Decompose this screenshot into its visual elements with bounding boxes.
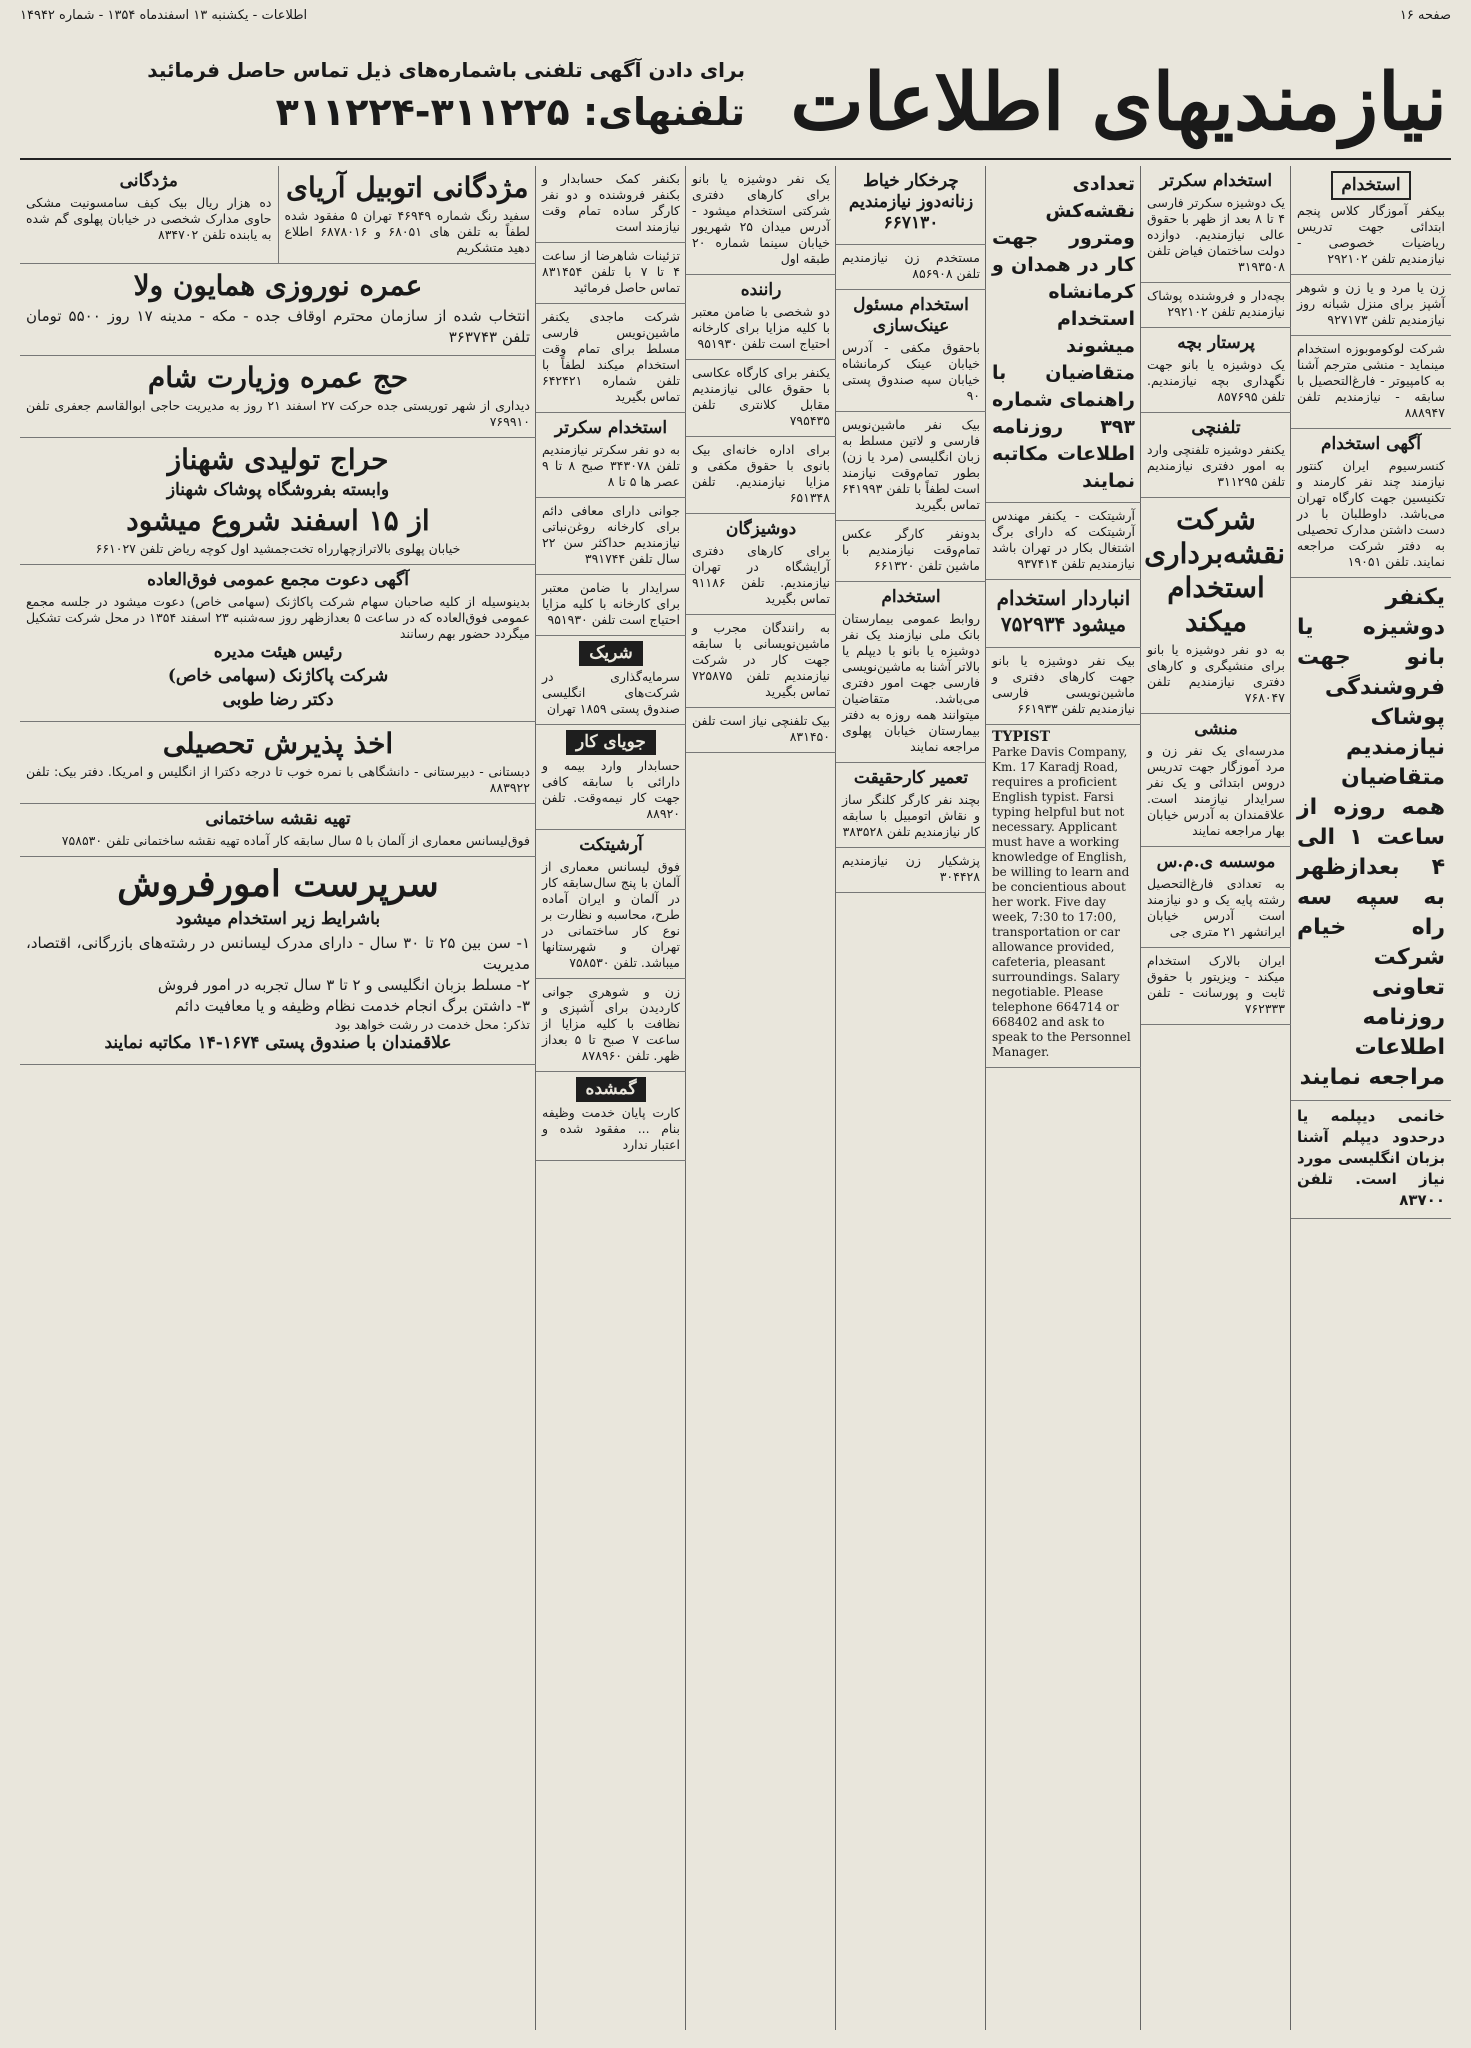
- ad-photo: [836, 521, 986, 582]
- ad-operator: [1141, 413, 1291, 498]
- ad-heading: تلفنچی: [1191, 418, 1241, 438]
- ad-sales-manager: [20, 857, 536, 1065]
- ad-body: جوانی دارای معافی دائم برای کارخانه روغن‌نباتی نیازمندیم حداکثر سن ۲۲ سال تلفن ۳۹۱۷۴۴: [542, 503, 680, 566]
- ad-body: دیداری از شهر توریستی جده حرکت ۲۷ اسفند ۲۱ روز به مدیریت حاجی ابوالقاسم جعفری تلفن ۷۶۹۹۱۰: [26, 398, 530, 429]
- ad-housekeeper: [686, 437, 836, 514]
- ad-list-item: ۳- داشتن برگ انجام خدمت نظام وظیفه و یا معافیت دائم: [174, 997, 530, 1015]
- issue-date-line: اطلاعات - یکشنبه ۱۳ اسفندماه ۱۳۵۴ - شماره ۱۴۹۴۲: [20, 8, 308, 23]
- ad-nanny: [1141, 328, 1291, 413]
- contact-phones: تلفنهای: ۳۱۱۲۲۵-۳۱۱۲۲۴: [275, 90, 745, 134]
- ad-body: ده هزار ریال بیک کیف سامسونیت مشکی حاوی مدارک شخصی در خیابان پهلوی گم شده به یابنده تلفن ۸۳۴۷۰۲: [26, 195, 272, 242]
- ad-heading: آگهی استخدام: [1321, 434, 1421, 454]
- ad-body: بیک نفر ماشین‌نویس فارسی و لاتین مسلط به زبان انگلیسی (مرد یا زن) بطور تمام‌وقت نیازمند است لطفاً با تلفن ۶۴۱۹۹۳ تماس بگیرید: [842, 417, 980, 512]
- ad-body: پزشکیار زن نیازمندیم ۳۰۴۴۲۸: [842, 853, 980, 884]
- ad-heading: TYPIST: [992, 729, 1051, 745]
- ad-architect2: [536, 830, 686, 979]
- ad-school: [1141, 714, 1291, 847]
- ad-heading: استخدام: [1331, 171, 1410, 200]
- ad-body: فوق لیسانس معماری از آلمان با پنج سال‌سابقه کار در آلمان و ایران آماده طرح، محاسبه و نظارت بر نوع کار ساختمانی در تهران و شهرستانها میباشد. تلفن ۷۵۸۵۳۰: [542, 859, 680, 970]
- ad-body: دو شخصی با ضامن معتبر با کلیه مزایا برای کارخانه احتیاج است تلفن ۹۵۱۹۳۰: [692, 304, 830, 351]
- ad-hire-teacher: [1291, 166, 1451, 275]
- ad-maidens: [686, 514, 836, 615]
- ad-driver: [686, 275, 836, 360]
- ad-tailor: [836, 166, 986, 245]
- ad-garage: [836, 763, 986, 848]
- ad-kontor: [1291, 429, 1451, 578]
- ad-body: بدینوسیله از کلیه صاحبان سهام شرکت پاکاژنک (سهامی خاص) دعوت میشود در جلسه مجمع عمومی فوق‌العاده که در ساعت ۵ بعدازظهر روز سه‌شنبه ۲۳ اسفند ۱۳۵۴ در محل شرکت تشکیل میگردد حضور بهم رسانند: [26, 594, 530, 641]
- ad-body: یک دوشیزه سکرتر فارسی ۴ تا ۸ بعد از ظهر با حقوق عالی نیازمندیم. دوازده دولت ساختمان فیاض تلفن ۳۱۹۳۵۰۸: [1147, 195, 1285, 274]
- ad-diploma-lady: [1291, 1101, 1451, 1219]
- ad-body: یک نفر دوشیزه یا بانو برای کارهای دفتری شرکتی استخدام میشود - آدرس میدان ۲۵ شهریور خیابان سینما شماره ۲۰ طبقه اول: [692, 171, 830, 266]
- ad-body: دبستانی - دبیرستانی - دانشگاهی با نمره خوب تا درجه دکترا از انگلیس و امریکا. دفتر بیک: تلفن ۸۸۳۹۲۲: [26, 764, 530, 795]
- ad-heading: تعمیر کارحقیقت: [853, 768, 969, 788]
- contact-instruction: برای دادن آگهی تلفنی باشماره‌های ذیل تماس حاصل فرمائید: [147, 58, 745, 82]
- ad-body: فوق‌لیسانس معماری از آلمان با ۵ سال سابقه کار آماده تهیه نقشه ساختمانی تلفن ۷۵۸۵۳۰: [61, 833, 530, 848]
- ad-photo-studio: [686, 360, 836, 437]
- ad-decor: [536, 243, 686, 304]
- ad-draftsmen: [986, 166, 1141, 503]
- ad-secretary2: [536, 413, 686, 498]
- ad-body: شرکت ماجدی یکنفر ماشین‌نویس فارسی مسلط برای تمام وقت استخدام میکند لطفاً با تلفن شماره ۶۴۲۴۲۱ تماس بگیرید: [542, 309, 680, 404]
- ad-note: تذکر: محل خدمت در رشت خواهد بود: [334, 1017, 530, 1032]
- column-6: [535, 166, 686, 2030]
- ad-heading: تهیه نقشه ساختمانی: [205, 809, 351, 829]
- ad-lost: [536, 1072, 686, 1161]
- ad-body: خیابان پهلوی بالاترازچهارراه تخت‌جمشید اول کوچه ریاض تلفن ۶۶۱۰۲۷: [95, 541, 461, 556]
- ad-latin-typist: [836, 412, 986, 521]
- ad-body: برای اداره خانه‌ای بیک بانوی با حقوق مکفی و مزایا نیازمندیم. تلفن ۶۵۱۳۴۸: [692, 442, 830, 505]
- ad-body: مدرسه‌ای یک نفر زن و مرد آموزگار جهت تدریس دروس ابتدائی و یک نفر سرایدار نیازمند است. علاقمندان به آدرس خیابان بهار مراجعه نمایند: [1147, 743, 1285, 838]
- column-4: [835, 166, 986, 2030]
- ad-body: حسابدار وارد بیمه و دارائی با سابقه کافی جهت کار نیمه‌وقت. تلفن ۸۸۹۲۰: [542, 758, 680, 821]
- ad-janitor: [536, 575, 686, 636]
- ad-body: یکنفر برای کارگاه عکاسی با حقوق عالی نیازمندیم مقابل کلانتری تلفن ۷۹۵۴۳۵: [692, 365, 830, 428]
- ad-body: Parke Davis Company, Km. 17 Karadj Road, requires a proficient English typist. Farsi typing helpful but not necessary. Applicant must have a working knowledge of English, be willing to learn and be concientious about her work. Five day week, 7:30 to 17:00, transportation or car allowance provided, cafeteria, pleasant surroundings. Salary negotiable. Please telephone 664714 or 668402 and ask to speak to the Personnel Manager.: [992, 745, 1131, 1059]
- ad-body: یکنفر دوشیزه تلفنچی وارد به امور دفتری نیازمندیم تلفن ۳۱۱۲۹۵: [1147, 442, 1285, 489]
- masthead-title: نیازمندیهای اطلاعات: [790, 57, 1447, 148]
- ad-nurse: [836, 848, 986, 893]
- ad-heading: استخدام مسئول عینک‌سازی: [853, 295, 969, 336]
- ad-storekeeper: [986, 580, 1141, 648]
- ad-institute: [1141, 847, 1291, 948]
- ad-typist-en: [986, 725, 1141, 1068]
- ad-shahnaz-sale: [20, 438, 536, 565]
- ad-body: بکنفر کمک حسابدار و بکنفر فروشنده و دو نفر کارگر ساده تمام وقت نیازمند است: [542, 171, 680, 234]
- ad-reward-bag: [20, 166, 278, 263]
- ad-partner: [536, 636, 686, 725]
- ad-drivers: [686, 615, 836, 708]
- ad-cook: [1291, 275, 1451, 336]
- ad-heading: استخدام سکرتر: [554, 418, 668, 438]
- header-rule: [20, 158, 1451, 160]
- ad-building-plan: [20, 804, 536, 857]
- ad-body: شرکت لوکوموبوزه استخدام مینماید - منشی مترجم آشنا به کامپیوتر - فارغ‌التحصیل با سابقه - نیازمندیم تلفن ۸۸۸۹۴۷: [1297, 341, 1445, 420]
- ad-heading: استخدام: [881, 587, 941, 607]
- ad-body: بچه‌دار و فروشنده پوشاک نیازمندیم تلفن ۲۹۲۱۰۲: [1147, 288, 1285, 319]
- ad-heading: آرشیتکت: [579, 835, 643, 855]
- ad-body: سرمایه‌گذاری در شرکت‌های انگلیسی صندوق پستی ۱۸۵۹ تهران: [542, 669, 680, 716]
- ad-body: زن و شوهری جوانی کاردیدن برای آشپزی و نظافت با کلیه مزایا از ساعت ۷ صبح تا ۵ بعداز ظهر. تلفن ۸۷۸۹۶۰: [542, 984, 680, 1063]
- ad-heading: سرپرست امورفروش: [117, 863, 439, 905]
- ad-heading: منشی: [1194, 719, 1238, 739]
- page-number: صفحه ۱۶: [1399, 8, 1451, 23]
- ad-typist-fa: [986, 648, 1141, 725]
- ad-list-item: ۱- سن بین ۲۵ تا ۳۰ سال - دارای مدرک لیسانس در رشته‌های بازرگانی، اقتصاد، مدیریت: [26, 934, 530, 973]
- ad-hospital: [836, 582, 986, 763]
- ad-body: خانمی دیپلمه یا درحدود دیپلم آشنا بزبان انگلیسی مورد نیاز است. تلفن ۸۳۷۰۰: [1297, 1107, 1445, 1209]
- ad-heading: پرستار بچه: [1177, 333, 1255, 353]
- ad-heading: اخذ پذیرش تحصیلی: [162, 727, 394, 760]
- column-1: [1290, 166, 1451, 2030]
- ad-subheading: وابسته بفروشگاه پوشاک شهناز: [166, 480, 390, 500]
- ad-body: به دو نفر دوشیزه یا بانو برای منشیگری و کارهای دفتری نیازمندیم تلفن ۷۶۸۰۴۷: [1147, 642, 1285, 705]
- ad-body: کنسرسیوم ایران کنتور نیازمند چند نفر کارمند و تکنیسین جهت کارگاه تهران می‌باشد. داوطلبان با در دست داشتن مدارک تحصیلی به دفتر شرکت مراجعه نمایند. تلفن ۱۹۰۵۱: [1297, 458, 1445, 569]
- ad-heading: حراج تولیدی شهناز: [167, 443, 389, 476]
- ad-heading: انباردار استخدام میشود ۷۵۲۹۳۴: [996, 586, 1131, 636]
- ad-heading: مژدگانی: [119, 171, 178, 191]
- ad-job-seeker: [536, 725, 686, 830]
- ad-secretary: [1141, 166, 1291, 283]
- ad-body: کارت پایان خدمت وظیفه بنام ... مفقود شده و اعتبار ندارد: [542, 1105, 680, 1152]
- column-7: [20, 166, 536, 2030]
- ad-couple: [536, 979, 686, 1072]
- ad-office-girl: [686, 166, 836, 275]
- ad-heading: عمره نوروزی همایون ولا: [133, 269, 423, 302]
- ad-heading: جویای کار: [566, 730, 656, 755]
- ad-hajj: [20, 356, 536, 438]
- ad-majedi: [536, 304, 686, 413]
- ad-reward-car: [278, 166, 537, 263]
- ad-contact-box: [20, 58, 745, 134]
- ad-admission: [20, 722, 536, 804]
- ad-heading: شریک: [579, 641, 643, 666]
- ad-accountant: [536, 166, 686, 243]
- ad-signature-title: رئیس هیئت مدیره: [213, 642, 343, 662]
- ad-body: به رانندگان مجرب و ماشین‌نویسانی با سابقه جهت کار در شرکت نیازمندیم تلفن ۷۲۵۸۷۵ تماس بگیرید: [692, 620, 830, 699]
- ad-subheading: از ۱۵ اسفند شروع میشود: [126, 504, 430, 537]
- ad-clothing: [1141, 283, 1291, 328]
- ad-saleswoman: [1291, 578, 1451, 1101]
- page-header-bar: [20, 8, 1451, 30]
- ad-umrah: [20, 264, 536, 356]
- ad-body: زن یا مرد و یا زن و شوهر آشپز برای منزل شبانه روز نیازمندیم تلفن ۹۲۷۱۷۳: [1297, 280, 1445, 327]
- ad-servant: [836, 245, 986, 290]
- ad-body: بیک تلفنچی نیاز است تلفن ۸۳۱۴۵۰: [692, 713, 830, 744]
- ad-body: ایران بالارک استخدام میکند - ویزیتور با حقوق ثابت و پورسانت - تلفن ۷۶۲۳۳۳: [1147, 953, 1285, 1016]
- ad-body: یکنفر دوشیزه یا بانو جهت فروشندگی پوشاک نیازمندیم متقاضیان همه روزه از ساعت ۱ الی ۴ بعدازظهر به سپه سه راه خیام شرکت تعاونی روزنامه اطلاعات مراجعه نمایند: [1297, 585, 1445, 1090]
- ad-body: تعدادی نقشه‌کش ومترور جهت کار در همدان و کرمانشاه استخدام میشوند متقاضیان با راهنمای شماره ۳۹۳ روزنامه اطلاعات مکاتبه نمایند: [992, 173, 1135, 492]
- ad-body: به دو نفر سکرتر نیازمندیم تلفن ۳۴۳۰۷۸ صبح ۸ تا ۹ عصر ها ۵ تا ۸: [542, 442, 681, 489]
- ad-body: به تعدادی فارغ‌التحصیل رشته پایه یک و دو نیازمند است آدرس خیابان ایرانشهر ۲۱ متری جی: [1147, 876, 1285, 939]
- ad-po-box: علاقمندان با صندوق پستی ۱۶۷۴-۱۴ مکاتبه نمایند: [104, 1033, 452, 1053]
- ad-body: بیکفر آموزگار کلاس پنجم ابتدائی جهت تدریس ریاضیات خصوصی - نیازمندیم تلفن ۲۹۲۱۰۲: [1297, 203, 1445, 266]
- ad-body: آرشیتکت - یکنفر مهندس آرشیتکت که دارای برگ اشتغال بکار در تهران باشد نیازمندیم تلفن ۹۳۷۴۱۴: [992, 508, 1135, 571]
- ad-young-man: [536, 498, 686, 575]
- ad-operator2: [686, 708, 836, 753]
- ad-assembly: [20, 565, 536, 722]
- ad-signature-company: شرکت پاکاژنک (سهامی خاص): [167, 666, 389, 686]
- ad-heading: موسسه ی.م.س: [1156, 852, 1276, 872]
- ad-heading: شرکت نقشه‌برداری استخدام میکند: [1144, 503, 1285, 638]
- ad-heading: مژدگانی اتوبیل آریای: [286, 171, 529, 204]
- column-2: [1140, 166, 1291, 2030]
- ad-body: سرایدار با ضامن معتبر برای کارخانه با کلیه مزایا احتیاج است تلفن ۹۵۱۹۳۰: [542, 580, 680, 627]
- ad-optician: [836, 290, 986, 412]
- ad-heading: حج عمره وزیارت شام: [147, 361, 409, 394]
- ad-signature-name: دکتر رضا طوبی: [222, 690, 334, 710]
- ad-heading: گمشده: [576, 1077, 647, 1102]
- column-3: [985, 166, 1141, 2030]
- ad-body: تزئینات شاهرضا از ساعت ۴ تا ۷ با تلفن ۸۳۱۴۵۴ تماس حاصل فرمائید: [542, 248, 680, 295]
- ad-body: سفید رنگ شماره ۴۶۹۴۹ تهران ۵ مفقود شده لطفاً به تلفن های ۶۸۰۵۱ و ۶۸۷۸۰۱۶ اطلاع دهید متشکریم: [284, 208, 530, 255]
- ad-body: بیک نفر دوشیزه یا بانو جهت کارهای دفتری و ماشین‌نویسی فارسی نیازمندیم تلفن ۶۶۱۹۳۳: [992, 653, 1135, 716]
- ad-heading: آگهی دعوت مجمع عمومی فوق‌العاده: [147, 570, 409, 590]
- ad-body: برای کارهای دفتری آرایشگاه در تهران نیازمندیم. تلفن ۹۱۱۸۶ تماس بگیرید: [692, 543, 830, 606]
- ad-heading: راننده: [740, 280, 782, 300]
- column-5: [685, 166, 836, 2030]
- ad-heading: استخدام سکرتر: [1159, 171, 1273, 191]
- ad-body: انتخاب شده از سازمان محترم اوقاف جده - مکه - مدینه ۱۷ روز ۵۵۰۰ تومان تلفن ۳۶۳۷۴۳: [26, 307, 530, 346]
- ad-body: روابط عمومی بیمارستان بانک ملی نیازمند یک نفر دوشیزه یا بانو با دیپلم یا بالاتر آشنا به ماشین‌نویسی فارسی جهت امور دفتری می‌باشد. متقاضیان میتوانند همه روزه به دفتر بیمارستان خیابان پهلوی مراجعه نمایند: [842, 611, 980, 754]
- reward-row: [20, 166, 536, 264]
- ad-locomobile: [1291, 336, 1451, 429]
- ad-heading: دوشیزگان: [725, 519, 797, 539]
- ad-subheading: باشرایط زیر استخدام میشود: [175, 909, 381, 929]
- ad-heading: چرخکار خیاط زنانه‌دوز نیازمندیم ۶۶۷۱۳۰: [848, 171, 974, 233]
- ad-body: بدونفر کارگر عکس تمام‌وقت نیازمندیم با ماشین تلفن ۶۶۱۳۲۰: [842, 526, 980, 573]
- ad-architect: [986, 503, 1141, 580]
- ad-survey-co: [1141, 498, 1291, 714]
- ad-list-item: ۲- مسلط بزبان انگلیسی و ۲ تا ۳ سال تجربه در امور فروش: [157, 976, 530, 994]
- ad-body: بچند نفر کارگر کلنگر ساز و نقاش اتومبیل با سابقه کار نیازمندیم تلفن ۳۸۳۵۲۸: [842, 792, 980, 839]
- ad-body: مستخدم زن نیازمندیم تلفن ۸۵۶۹۰۸: [842, 250, 980, 281]
- ad-body: باحقوق مکفی - آدرس خیابان عینک کرمانشاه خیابان سپه صندوق پستی ۹۰: [842, 340, 980, 403]
- ad-iran-balark: [1141, 948, 1291, 1025]
- ad-body: یک دوشیزه یا بانو جهت نگهداری بچه نیازمندیم. تلفن ۸۵۷۶۹۵: [1147, 357, 1285, 404]
